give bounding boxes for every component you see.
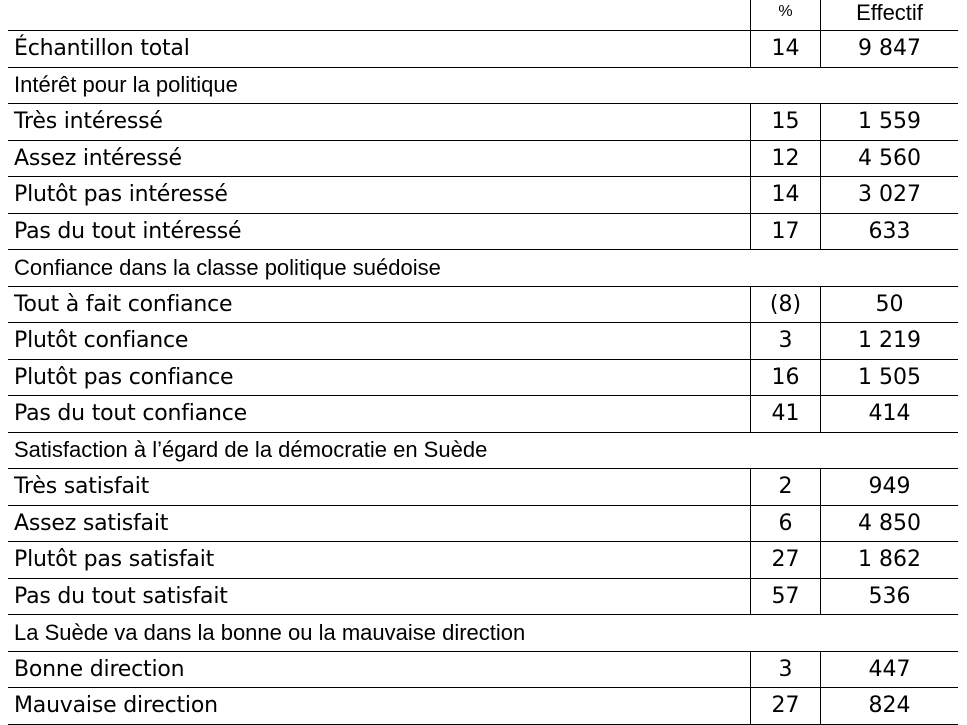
effectif-cell: 50 <box>820 287 958 323</box>
pct-cell: (8) <box>750 287 820 323</box>
effectif-cell: 949 <box>820 469 958 505</box>
section-header-row <box>8 615 958 652</box>
row-label: Plutôt confiance <box>14 328 189 354</box>
effectif-cell: 447 <box>820 652 958 688</box>
effectif-cell: 414 <box>820 396 958 432</box>
row-label: Plutôt pas satisfait <box>14 547 215 573</box>
pct-cell: 3 <box>750 323 820 359</box>
table-row <box>8 104 958 141</box>
row-label: Assez intéressé <box>14 145 182 171</box>
effectif-cell: 9 847 <box>820 31 958 67</box>
row-label: Bonne direction <box>14 656 185 682</box>
table-row <box>8 323 958 360</box>
table-row <box>8 287 958 324</box>
effectif-cell: 824 <box>820 688 958 724</box>
section-header-row <box>8 433 958 470</box>
table-row <box>8 506 958 543</box>
pct-cell: 27 <box>750 688 820 724</box>
effectif-cell: 1 505 <box>820 360 958 396</box>
table-row <box>8 31 958 68</box>
table-row <box>8 542 958 579</box>
pct-cell: 41 <box>750 396 820 432</box>
row-label: Tout à fait confiance <box>14 291 233 317</box>
pct-cell: 17 <box>750 214 820 250</box>
table-row <box>8 214 958 251</box>
effectif-cell: 633 <box>820 214 958 250</box>
table-row <box>8 396 958 433</box>
table-row <box>8 579 958 616</box>
table-header-row <box>8 0 958 31</box>
section-title: La Suède va dans la bonne ou la mauvaise direction <box>14 619 526 645</box>
header-pct: % <box>750 0 820 30</box>
pct-cell: 6 <box>750 506 820 542</box>
table-row <box>8 360 958 397</box>
row-label: Échantillon total <box>14 36 190 62</box>
pct-cell: 27 <box>750 542 820 578</box>
row-label: Mauvaise direction <box>14 693 218 719</box>
pct-cell: 14 <box>750 177 820 213</box>
table-row <box>8 688 958 725</box>
row-label: Pas du tout intéressé <box>14 218 242 244</box>
section-title: Confiance dans la classe politique suédoise <box>14 254 441 280</box>
effectif-cell: 1 219 <box>820 323 958 359</box>
row-label: Plutôt pas confiance <box>14 364 234 390</box>
table-row <box>8 469 958 506</box>
row-label: Assez satisfait <box>14 510 169 536</box>
effectif-cell: 1 862 <box>820 542 958 578</box>
section-title: Satisfaction à l’égard de la démocratie en Suède <box>14 437 488 463</box>
table-row <box>8 141 958 178</box>
table-row <box>8 652 958 689</box>
pct-cell: 57 <box>750 579 820 615</box>
section-header-row <box>8 250 958 287</box>
effectif-cell: 3 027 <box>820 177 958 213</box>
table-body <box>8 31 958 725</box>
header-effectif: Effectif <box>820 0 958 30</box>
effectif-cell: 1 559 <box>820 104 958 140</box>
header-label-cell <box>8 0 750 30</box>
pct-cell: 14 <box>750 31 820 67</box>
effectif-cell: 4 560 <box>820 141 958 177</box>
pct-cell: 2 <box>750 469 820 505</box>
pct-cell: 15 <box>750 104 820 140</box>
pct-cell: 16 <box>750 360 820 396</box>
effectif-cell: 536 <box>820 579 958 615</box>
row-label: Très satisfait <box>14 474 150 500</box>
section-header-row <box>8 68 958 105</box>
row-label: Pas du tout satisfait <box>14 583 228 609</box>
effectif-cell: 4 850 <box>820 506 958 542</box>
table-row <box>8 177 958 214</box>
row-label: Plutôt pas intéressé <box>14 182 228 208</box>
pct-cell: 12 <box>750 141 820 177</box>
pct-cell: 3 <box>750 652 820 688</box>
section-title: Intérêt pour la politique <box>14 72 238 98</box>
row-label: Très intéressé <box>14 109 163 135</box>
row-label: Pas du tout confiance <box>14 401 247 427</box>
results-table <box>8 0 958 725</box>
